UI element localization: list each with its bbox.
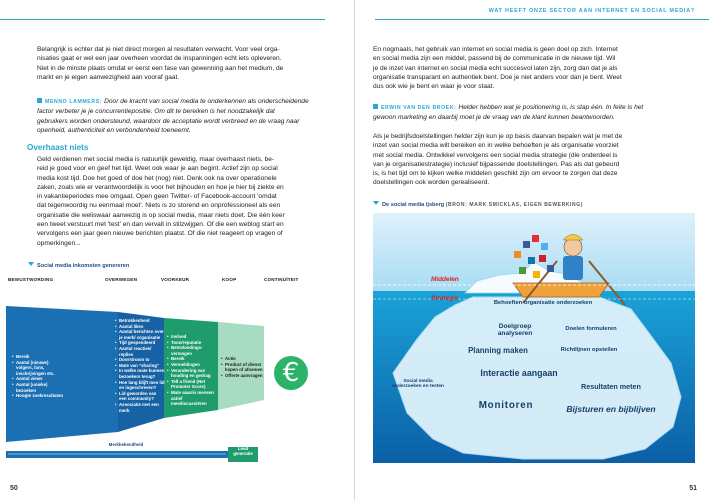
body-paragraph: Geld verdienen met social media is natuurlijk geweldig, maar overhaast niets, be- reid je goed voor en geef het tijd. Weet ook waar je aan begint. Actief zijn op social media kost tijd. Doe het goed of doe het (nog) niet. Denk ook na over operationele zaken, zoals wie er verantwoordelijk is voor het bijhouden en hoe je hier bij ziekte en in vakantieperiodes mee omgaat. Open geen Twitter- of Facebook-account 'omdat dat tegenwoordig nu eenmaal moet'. Niets is zo storend en onprofessioneel als een organisatie die weliswaar aanwezig is op social media, maar niets doet. Die één keer een tweet verstuurt met 'test' en dan vervalt in stilzwijgen. Of die een weblog start en vervolgens een jaar geen nieuwe berichten plaatst. Of die niet reageert op vragen of opmerkingen... xyxy=(37,156,285,247)
caption-triangle-icon xyxy=(28,262,34,266)
band-brand-awareness: Merkbekendheid xyxy=(108,442,144,447)
page-number-left: 50 xyxy=(10,485,18,492)
section-heading: Overhaast niets xyxy=(27,143,89,152)
social-tile-1 xyxy=(523,241,530,248)
stage-awareness: BEWUSTWORDING xyxy=(8,277,54,282)
social-tile-5 xyxy=(528,257,535,264)
social-tile-7 xyxy=(547,265,554,272)
intro-paragraph: En nogmaals, het gebruik van internet en social media is geen doel op zich. Internet en social media zijn een middel, passend bij de communicatie in de nieuwe tijd. Wil je de inzet van internet en social media echt succesvol laten zijn, zorg dan dat je als organisatie transparant en authentiek bent. Doe je niet anders voor dan je bent. Weet dus ook wie je bent en waar je voor staat. xyxy=(373,46,622,91)
person-body xyxy=(563,256,583,280)
box-planning: Planning maken xyxy=(468,346,528,355)
stage-consider: OVERWEGEN xyxy=(105,277,138,282)
funnel-col-action: • Actie • Product of dienst kopen of afnemen • Offerte aanvragen xyxy=(221,356,265,378)
figure-caption: De social media ijsberg (BRON: MARK SMICKLAS, EIGEN BEWERKING) xyxy=(373,201,583,208)
box-measure-results: Resultaten meten xyxy=(581,382,641,391)
social-tile-3 xyxy=(541,243,548,250)
stage-continuity: CONTINUÏTEIT xyxy=(264,277,299,282)
social-tile-8 xyxy=(519,267,526,274)
band-bar-1 xyxy=(6,451,228,458)
intro-paragraph: Belangrijk is echter dat je niet direct morgen al resultaten verwacht. Voor veel orga- nisaties gaat er wel een jaar overheen voordat de inspanningen echt iets opleveren. Niet in de minste plaats omdat er eerst een fase van gewenning aan het medium, de markt en je eigen aanwezigheid aan vooraf gaat. xyxy=(37,46,284,81)
funnel-col-engagement: • Betrokkenheid • Aantal likes • Aantal berichten over je merk/ organisatie • Tijd gespendeerd • Aantal reacties/ replies • Doorstroom to • Mate van "sharing" • In welke mate kunnen bezoekers terug? • Hoe lang blijft men lid en ingeschreven? • Lid geworden van een community? • Associatie met een merk xyxy=(115,318,165,413)
right-page xyxy=(355,0,709,500)
funnel-col-influence: • Invloed • Toon/reputatie • Beïnvloedings-vermogen • Bereik • Vermeldingen • Verandering van houding en gedrag • Tell a friend (Net Promoter Score) • Mate waarin mensen actief meediscussiëren xyxy=(167,334,217,407)
header-rule xyxy=(0,19,325,20)
body-paragraph: Als je bedrijfsdoelstellingen helder zijn kun je op basis daarvan bepalen wat je met de inzet van social media wilt bereiken en in welke behoeften je als organisatie voorziet met social media. Ontwikkel vervolgens een social media strategie (die onderdeel is van je organisatiestrategie) inclusief bijpassende doelstellingen. Pas als dat gebeurd is, is het tijd om te kijken welke middelen geschikt zijn om ervoor te zorgen dat deze doelstellingen ook worden gerealiseerd. xyxy=(373,133,623,187)
box-audience-analysis: Doelgroep analyseren xyxy=(497,323,533,337)
social-tile-4 xyxy=(514,251,521,258)
iceberg-graphic xyxy=(373,213,695,463)
left-page xyxy=(0,0,354,500)
quote-erwin: ERWIN VAN DEN BROEK: Helder hebben wat je positionering is, is stap één. In feite is het gewoon marketing en daarbij moet je de vraag van de klant kunnen beantwoorden. xyxy=(373,104,644,122)
person-head xyxy=(564,238,582,256)
quote-author: ERWIN VAN DEN BROEK: xyxy=(381,105,457,111)
social-tile-2 xyxy=(532,235,539,242)
box-needs-research: Behoeften organisatie onderzoeken xyxy=(493,300,593,306)
stage-purchase: KOOP xyxy=(222,277,237,282)
running-head: WAT HEEFT ONZE SECTOR AAN INTERNET EN SOCIAL MEDIA? xyxy=(488,8,695,14)
header-rule xyxy=(375,19,709,20)
figure-caption: Social media inkomsten genereren xyxy=(28,262,129,269)
funnel-col-reach: • Bereik • Aantal (nieuwe) volgers, fans, inschrijvingen etc. • Aantal views • Aantal (unieke) bezoeken • Hoogte zoekresultaten xyxy=(12,354,64,399)
box-set-goals: Doelen formuleren xyxy=(565,326,617,332)
caption-triangle-icon xyxy=(373,201,379,205)
iceberg-diagram xyxy=(373,213,695,463)
quote-menno: MENNO LAMMERS: Door de kracht van social media te onderkennen als onderscheidende factor verbeter je je concurrentiepositie. Om dit te bereiken is het noodzakelijk dat gebruikers worden ondersteund, waardoor de acceptatie wordt verbreed en de vraag naar openheid, authenticiteit en verbondenheid toeneemt. xyxy=(37,98,309,134)
box-research-test: Social media onderzoeken en testen xyxy=(392,379,444,390)
box-monitoring: Monitoren xyxy=(478,400,534,411)
quote-author: MENNO LAMMERS: xyxy=(45,99,103,105)
quote-marker xyxy=(37,98,42,103)
box-adjust-keep-up: Bijsturen en bijblijven xyxy=(566,404,656,414)
box-interaction: Interactie aangaan xyxy=(480,368,558,378)
label-strategie: Strategie xyxy=(431,295,459,302)
euro-icon: € xyxy=(274,356,308,390)
funnel-diagram xyxy=(6,276,306,468)
stage-preference: VOORKEUR xyxy=(161,277,190,282)
page-number-right: 51 xyxy=(689,485,697,492)
quote-marker xyxy=(373,104,378,109)
box-guidelines: Richtlijnen opstellen xyxy=(560,347,618,353)
band-lead-generation: Lead generatie xyxy=(233,446,253,457)
label-middelen: Middelen xyxy=(431,276,459,283)
social-tile-9 xyxy=(533,271,540,278)
social-tile-6 xyxy=(539,255,546,262)
